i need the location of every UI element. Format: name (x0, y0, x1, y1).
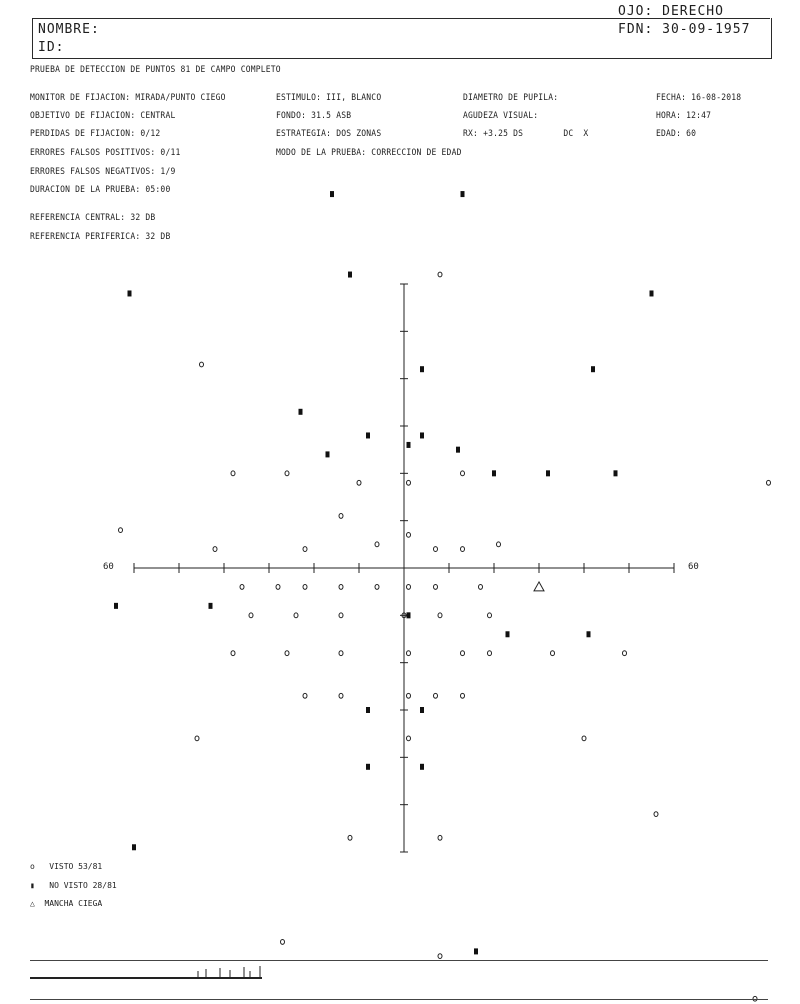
seen-point (407, 693, 411, 698)
param-date: FECHA: 16-08-2018 (656, 92, 742, 103)
seen-point (623, 651, 627, 656)
seen-point (213, 547, 217, 552)
seen-point (240, 585, 244, 590)
not-seen-point (591, 366, 595, 372)
param-false-positives: ERRORES FALSOS POSITIVOS: 0/11 (30, 147, 181, 158)
seen-point (119, 528, 123, 533)
seen-point (339, 514, 343, 519)
axis-label-left: 60 (103, 562, 114, 572)
param-time: HORA: 12:47 (656, 110, 712, 121)
seen-point (375, 585, 379, 590)
eye-label: OJO: DERECHO (618, 4, 724, 19)
seen-point (479, 585, 483, 590)
not-seen-point (132, 844, 136, 850)
not-seen-point (420, 432, 424, 438)
param-pupil-diameter: DIAMETRO DE PUPILA: (463, 92, 559, 103)
param-visual-acuity: AGUDEZA VISUAL: (463, 110, 539, 121)
seen-point (488, 613, 492, 618)
axis-label-right: 60 (688, 562, 699, 572)
not-seen-point (546, 470, 550, 476)
seen-point (276, 585, 280, 590)
seen-point (375, 542, 379, 547)
seen-point (303, 693, 307, 698)
seen-point (551, 651, 555, 656)
param-fixation-target: OBJETIVO DE FIJACION: CENTRAL (30, 110, 176, 121)
gaze-tracking-graph (30, 961, 768, 999)
seen-point (438, 835, 442, 840)
legend-not-seen (30, 881, 117, 890)
seen-point (438, 272, 442, 277)
seen-point (407, 532, 411, 537)
seen-point (497, 542, 501, 547)
param-fixation-monitor: MONITOR DE FIJACION: MIRADA/PUNTO CIEGO (30, 92, 226, 103)
not-seen-point (366, 764, 370, 770)
not-seen-point (614, 470, 618, 476)
seen-point (434, 693, 438, 698)
seen-point (339, 651, 343, 656)
seen-point (339, 585, 343, 590)
not-seen-point (128, 290, 132, 296)
dob-label: FDN: 30-09-1957 (618, 22, 751, 37)
not-seen-point (348, 272, 352, 278)
not-seen-point (420, 764, 424, 770)
not-seen-point (492, 470, 496, 476)
seen-symbol-icon: o (30, 862, 50, 871)
legend-seen-text: VISTO 53/81 (49, 862, 103, 871)
seen-point (339, 693, 343, 698)
seen-point (285, 651, 289, 656)
not-seen-point (461, 191, 465, 197)
seen-point (434, 547, 438, 552)
param-age: EDAD: 60 (656, 128, 697, 139)
not-seen-point (420, 707, 424, 713)
seen-point (434, 585, 438, 590)
seen-point (294, 613, 298, 618)
seen-point (488, 651, 492, 656)
id-field-label: ID: (38, 40, 65, 55)
param-rx: RX: +3.25 DS DC X (463, 128, 589, 139)
test-title: PRUEBA DE DETECCION DE PUNTOS 81 DE CAMPO COMPLETO (30, 64, 281, 75)
param-fixation-losses: PERDIDAS DE FIJACION: 0/12 (30, 128, 161, 139)
seen-point (231, 651, 235, 656)
seen-point (281, 940, 285, 945)
seen-point (461, 471, 465, 476)
not-seen-point (326, 451, 330, 457)
seen-point (461, 651, 465, 656)
central-reference: REFERENCIA CENTRAL: 32 DB (30, 212, 156, 223)
param-test-duration: DURACION DE LA PRUEBA: 05:00 (30, 184, 171, 195)
blind-spot-marker (534, 582, 544, 591)
param-stimulus: ESTIMULO: III, BLANCO (276, 92, 382, 103)
param-strategy: ESTRATEGIA: DOS ZONAS (276, 128, 382, 139)
seen-point (438, 613, 442, 618)
seen-point (438, 954, 442, 959)
not-seen-point (506, 631, 510, 637)
not-seen-point (407, 612, 411, 618)
seen-point (339, 613, 343, 618)
seen-point (461, 693, 465, 698)
seen-point (249, 613, 253, 618)
param-background: FONDO: 31.5 ASB (276, 110, 352, 121)
legend-seen (30, 862, 102, 871)
seen-point (231, 471, 235, 476)
seen-point (654, 812, 658, 817)
not-seen-point (330, 191, 334, 197)
seen-point (407, 585, 411, 590)
seen-point (461, 547, 465, 552)
not-seen-point (650, 290, 654, 296)
peripheral-reference: REFERENCIA PERIFERICA: 32 DB (30, 231, 171, 242)
param-false-negatives: ERRORES FALSOS NEGATIVOS: 1/9 (30, 166, 176, 177)
plot-points (0, 191, 800, 1004)
not-seen-point (114, 603, 118, 609)
seen-point (285, 471, 289, 476)
not-seen-point (474, 948, 478, 954)
not-seen-point (209, 603, 213, 609)
legend-blind-spot (30, 899, 102, 908)
seen-point (303, 585, 307, 590)
not-seen-point (366, 707, 370, 713)
not-seen-point (299, 409, 303, 415)
not-seen-symbol-icon: ▮ (30, 881, 50, 890)
seen-point (348, 835, 352, 840)
seen-point (407, 480, 411, 485)
not-seen-point (420, 366, 424, 372)
not-seen-point (456, 447, 460, 453)
name-field-label: NOMBRE: (38, 22, 100, 37)
legend-blind-spot-text: MANCHA CIEGA (44, 899, 103, 908)
seen-point (357, 480, 361, 485)
seen-point (407, 651, 411, 656)
not-seen-point (366, 432, 370, 438)
param-test-mode: MODO DE LA PRUEBA: CORRECCION DE EDAD (276, 147, 462, 158)
gaze-tracking-strip (30, 960, 768, 1000)
not-seen-point (587, 631, 591, 637)
seen-point (303, 547, 307, 552)
seen-point (407, 736, 411, 741)
legend-not-seen-text: NO VISTO 28/81 (49, 881, 117, 890)
seen-point (200, 362, 204, 367)
seen-point (195, 736, 199, 741)
blind-spot-symbol-icon: △ (30, 899, 45, 908)
seen-point (767, 480, 771, 485)
not-seen-point (407, 442, 411, 448)
seen-point (582, 736, 586, 741)
